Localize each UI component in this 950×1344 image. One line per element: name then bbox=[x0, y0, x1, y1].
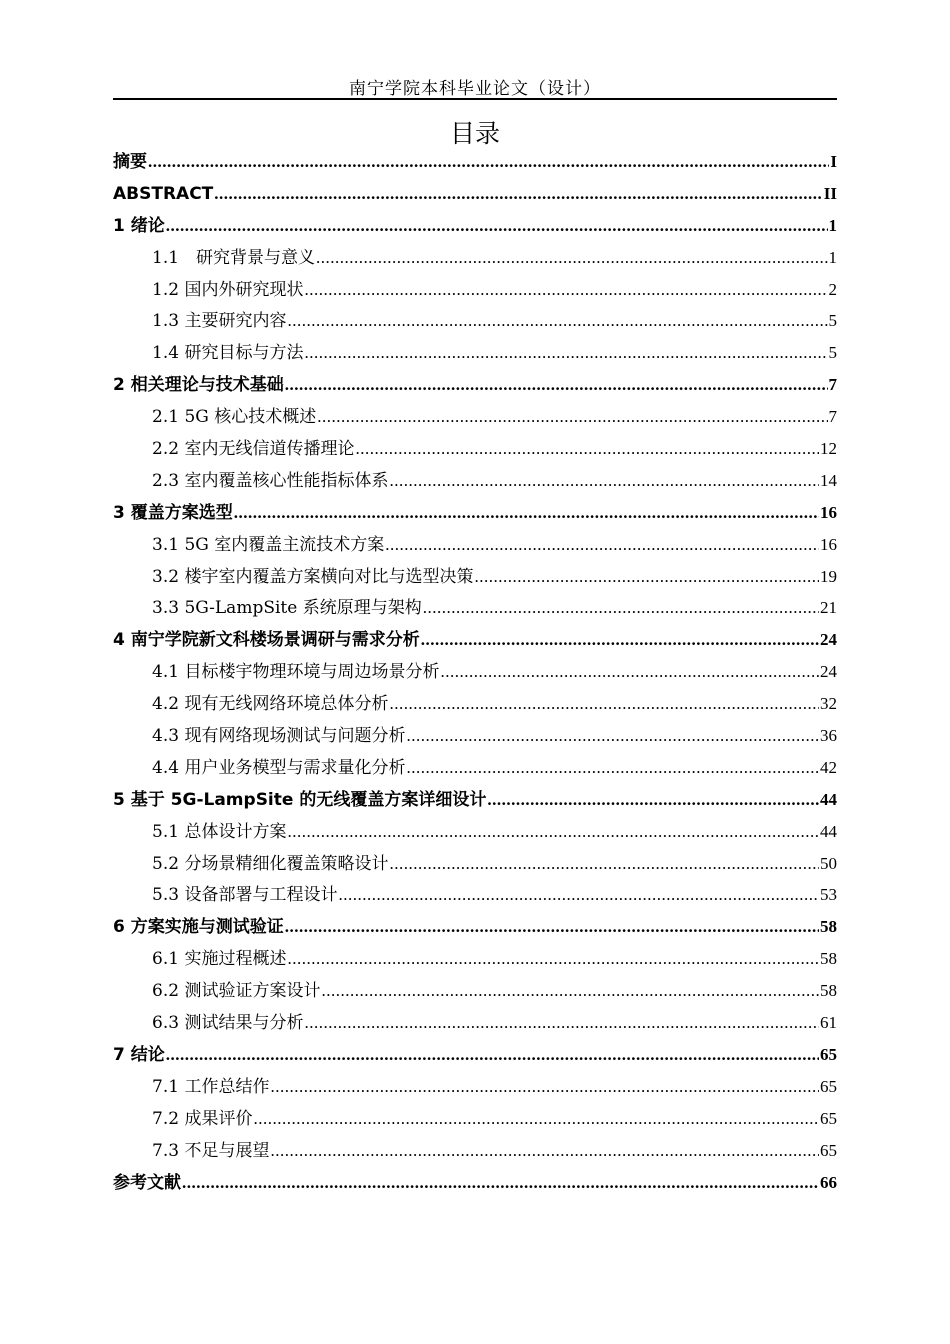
dot-leader bbox=[316, 242, 827, 274]
toc-section-entry[interactable] bbox=[113, 879, 837, 911]
toc-page-number: 36 bbox=[820, 726, 837, 746]
toc-section-entry[interactable] bbox=[113, 1103, 837, 1135]
toc-page-number: 58 bbox=[820, 981, 837, 1001]
dot-leader bbox=[148, 146, 829, 178]
dot-leader bbox=[421, 624, 819, 656]
toc-entry-label: 5.1 总体设计方案 bbox=[152, 821, 287, 842]
toc-entry-label: 7 结论 bbox=[113, 1044, 165, 1065]
toc-section-entry[interactable] bbox=[113, 1135, 837, 1167]
toc-page-number: 19 bbox=[820, 566, 837, 586]
toc-chapter-entry[interactable] bbox=[113, 146, 837, 178]
toc-entry-label: 参考文献 bbox=[113, 1172, 181, 1193]
dot-leader bbox=[304, 337, 827, 369]
toc-page-number: 65 bbox=[820, 1076, 837, 1096]
toc-entry-label: 6 方案实施与测试验证 bbox=[113, 917, 284, 938]
toc-section-entry[interactable] bbox=[113, 561, 837, 593]
dot-leader bbox=[389, 848, 819, 880]
dot-leader bbox=[474, 561, 819, 593]
toc-entry-label: 5.2 分场景精细化覆盖策略设计 bbox=[152, 853, 389, 874]
toc-chapter-entry[interactable] bbox=[113, 497, 837, 529]
toc-page-number: 58 bbox=[820, 949, 837, 969]
toc-section-entry[interactable] bbox=[113, 656, 837, 688]
dot-leader bbox=[406, 720, 819, 752]
toc-entry-label: ABSTRACT bbox=[113, 183, 214, 204]
dot-leader bbox=[440, 656, 819, 688]
toc-section-entry[interactable] bbox=[113, 720, 837, 752]
toc-chapter-entry[interactable] bbox=[113, 1167, 837, 1199]
toc-entry-label: 7.3 不足与展望 bbox=[152, 1140, 270, 1161]
dot-leader bbox=[389, 688, 819, 720]
dot-leader bbox=[389, 465, 819, 497]
toc-page-number: 24 bbox=[820, 630, 837, 650]
dot-leader bbox=[214, 178, 822, 210]
toc-page-number: 7 bbox=[828, 375, 837, 395]
toc-entry-label: 1.3 主要研究内容 bbox=[152, 311, 287, 332]
toc-entry-label: 6.3 测试结果与分析 bbox=[152, 1013, 304, 1034]
toc-page-number: 24 bbox=[820, 662, 837, 682]
toc-section-entry[interactable] bbox=[113, 305, 837, 337]
toc-page-number: 16 bbox=[820, 534, 837, 554]
toc-page-number: 5 bbox=[828, 311, 837, 331]
toc-entry-label: 2.3 室内覆盖核心性能指标体系 bbox=[152, 470, 389, 491]
toc-page-number: 53 bbox=[820, 885, 837, 905]
toc-section-entry[interactable] bbox=[113, 465, 837, 497]
toc-page-number: 66 bbox=[820, 1172, 837, 1192]
dot-leader bbox=[166, 1039, 819, 1071]
toc-entry-label: 4.3 现有网络现场测试与问题分析 bbox=[152, 726, 406, 747]
dot-leader bbox=[285, 369, 828, 401]
toc-page-number: 7 bbox=[828, 407, 837, 427]
dot-leader bbox=[321, 975, 819, 1007]
toc-chapter-entry[interactable] bbox=[113, 210, 837, 242]
dot-leader bbox=[287, 943, 819, 975]
toc-page-number: 65 bbox=[820, 1044, 837, 1064]
toc-chapter-entry[interactable] bbox=[113, 784, 837, 816]
toc-entry-label: 4.1 目标楼宇物理环境与周边场景分析 bbox=[152, 662, 440, 683]
toc-chapter-entry[interactable] bbox=[113, 624, 837, 656]
dot-leader bbox=[270, 1135, 819, 1167]
dot-leader bbox=[385, 529, 819, 561]
toc-entry-label: 3.1 5G 室内覆盖主流技术方案 bbox=[152, 534, 385, 555]
dot-leader bbox=[487, 784, 819, 816]
table-of-contents bbox=[113, 146, 837, 1198]
toc-chapter-entry[interactable] bbox=[113, 1039, 837, 1071]
toc-section-entry[interactable] bbox=[113, 242, 837, 274]
toc-page-number: 65 bbox=[820, 1108, 837, 1128]
toc-page-number: 42 bbox=[820, 757, 837, 777]
dot-leader bbox=[338, 879, 819, 911]
toc-page-number: 32 bbox=[820, 694, 837, 714]
toc-entry-label: 4 南宁学院新文科楼场景调研与需求分析 bbox=[113, 630, 420, 651]
toc-chapter-entry[interactable] bbox=[113, 911, 837, 943]
toc-section-entry[interactable] bbox=[113, 592, 837, 624]
running-header: 南宁学院本科毕业论文（设计） bbox=[349, 79, 601, 99]
toc-section-entry[interactable] bbox=[113, 433, 837, 465]
toc-entry-label: 1.4 研究目标与方法 bbox=[152, 343, 304, 364]
toc-entry-label: 6.2 测试验证方案设计 bbox=[152, 981, 321, 1002]
dot-leader bbox=[423, 592, 819, 624]
toc-entry-label: 2.2 室内无线信道传播理论 bbox=[152, 439, 355, 460]
dot-leader bbox=[304, 1007, 819, 1039]
dot-leader bbox=[355, 433, 819, 465]
toc-entry-label: 1.2 国内外研究现状 bbox=[152, 279, 304, 300]
toc-section-entry[interactable] bbox=[113, 816, 837, 848]
dot-leader bbox=[270, 1071, 819, 1103]
toc-entry-label: 4.4 用户业务模型与需求量化分析 bbox=[152, 757, 406, 778]
toc-entry-label: 2.1 5G 核心技术概述 bbox=[152, 407, 317, 428]
toc-entry-label: 3.3 5G-LampSite 系统原理与架构 bbox=[152, 598, 422, 619]
toc-entry-label: 6.1 实施过程概述 bbox=[152, 949, 287, 970]
toc-page-number: II bbox=[823, 183, 837, 203]
toc-page-number: 1 bbox=[828, 215, 837, 235]
toc-section-entry[interactable] bbox=[113, 752, 837, 784]
toc-page-number: 44 bbox=[820, 789, 837, 809]
toc-page-number: 12 bbox=[820, 439, 837, 459]
dot-leader bbox=[253, 1103, 819, 1135]
toc-page-number: 5 bbox=[828, 343, 837, 363]
toc-entry-label: 3.2 楼宇室内覆盖方案横向对比与选型决策 bbox=[152, 566, 474, 587]
toc-page-number: 2 bbox=[828, 279, 837, 299]
toc-page-number: 21 bbox=[820, 598, 837, 618]
toc-page-number: 50 bbox=[820, 853, 837, 873]
toc-title: 目录 bbox=[449, 119, 500, 148]
toc-entry-label: 4.2 现有无线网络环境总体分析 bbox=[152, 694, 389, 715]
dot-leader bbox=[182, 1167, 819, 1199]
dot-leader bbox=[234, 497, 819, 529]
toc-chapter-entry[interactable] bbox=[113, 369, 837, 401]
toc-section-entry[interactable] bbox=[113, 688, 837, 720]
toc-entry-label: 5.3 设备部署与工程设计 bbox=[152, 885, 338, 906]
toc-entry-label: 摘要 bbox=[113, 152, 147, 172]
toc-page-number: 44 bbox=[820, 821, 837, 841]
toc-entry-label: 1.1 研究背景与意义 bbox=[152, 247, 316, 268]
toc-chapter-entry[interactable] bbox=[113, 178, 837, 210]
toc-page-number: 61 bbox=[820, 1013, 837, 1033]
dot-leader bbox=[304, 274, 827, 306]
toc-section-entry[interactable] bbox=[113, 274, 837, 306]
dot-leader bbox=[317, 401, 827, 433]
toc-section-entry[interactable] bbox=[113, 1071, 837, 1103]
toc-section-entry[interactable] bbox=[113, 401, 837, 433]
toc-entry-label: 7.1 工作总结作 bbox=[152, 1076, 270, 1097]
toc-entry-label: 5 基于 5G-LampSite 的无线覆盖方案详细设计 bbox=[113, 789, 487, 810]
dot-leader bbox=[287, 305, 827, 337]
dot-leader bbox=[287, 816, 819, 848]
dot-leader bbox=[166, 210, 828, 242]
toc-page-number: I bbox=[830, 152, 837, 171]
toc-section-entry[interactable] bbox=[113, 337, 837, 369]
header-rule bbox=[113, 98, 837, 100]
toc-section-entry[interactable] bbox=[113, 943, 837, 975]
toc-page-number: 65 bbox=[820, 1140, 837, 1160]
toc-section-entry[interactable] bbox=[113, 1007, 837, 1039]
toc-page-number: 58 bbox=[820, 917, 837, 937]
dot-leader bbox=[285, 911, 819, 943]
toc-entry-label: 2 相关理论与技术基础 bbox=[113, 375, 284, 396]
toc-entry-label: 3 覆盖方案选型 bbox=[113, 502, 233, 523]
toc-section-entry[interactable] bbox=[113, 848, 837, 880]
toc-section-entry[interactable] bbox=[113, 975, 837, 1007]
toc-page-number: 16 bbox=[820, 502, 837, 522]
toc-section-entry[interactable] bbox=[113, 529, 837, 561]
toc-page-number: 1 bbox=[828, 247, 837, 267]
toc-page-number: 14 bbox=[820, 470, 837, 490]
toc-entry-label: 1 绪论 bbox=[113, 215, 165, 236]
dot-leader bbox=[406, 752, 819, 784]
toc-entry-label: 7.2 成果评价 bbox=[152, 1108, 253, 1129]
